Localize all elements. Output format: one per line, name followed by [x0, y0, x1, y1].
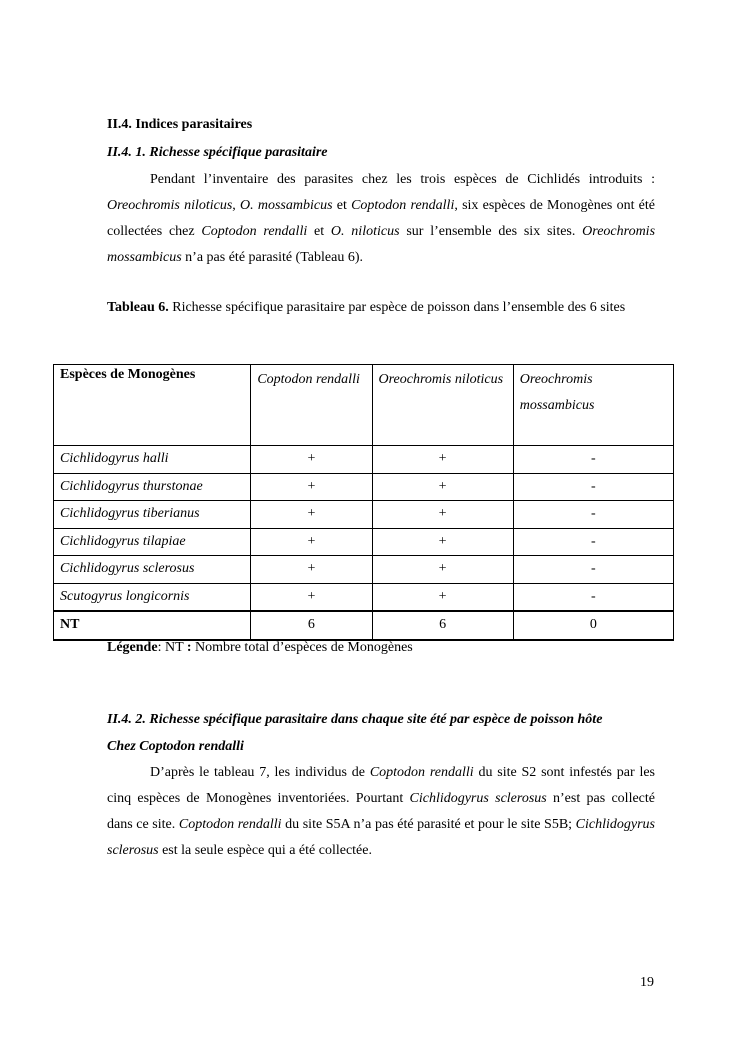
intro-text: , six espèces de Monogènes ont été collectées chez — [107, 198, 655, 239]
species-cell: Cichlidogyrus tilapiae — [54, 528, 251, 556]
species-name: Coptodon rendalli — [201, 224, 308, 239]
section2-heading: II.4. 2. Richesse spécifique parasitaire dans chaque site été par espèce de poisson hôte — [107, 712, 603, 727]
table-row — [54, 556, 674, 584]
intro-text: et — [307, 224, 331, 239]
intro-paragraph — [107, 167, 655, 271]
page-number: 19 — [640, 975, 654, 990]
para2-text: est la seule espèce qui a été collectée. — [158, 843, 372, 858]
total-cell: 0 — [513, 611, 673, 640]
table-row — [54, 528, 674, 556]
species-cell: Scutogyrus longicornis — [54, 583, 251, 611]
species-cell: Cichlidogyrus thurstonae — [54, 473, 251, 501]
presence-cell: - — [513, 528, 673, 556]
presence-cell: - — [513, 583, 673, 611]
para2-text: D’après le tableau 7, les individus de — [150, 765, 370, 780]
intro-text: , — [232, 198, 241, 213]
section2-subheading: Chez Coptodon rendalli — [107, 739, 244, 754]
table-row — [54, 501, 674, 529]
table-row — [54, 446, 674, 474]
results-paragraph — [107, 760, 655, 864]
table-row — [54, 583, 674, 611]
table-header: Oreochromis mossambicus — [513, 365, 673, 446]
presence-cell: - — [513, 473, 673, 501]
species-name: Oreochromis mossambicus — [107, 224, 656, 265]
table-header: Espèces de Monogènes — [54, 365, 251, 446]
presence-cell: - — [513, 556, 673, 584]
subsection-heading: II.4. 1. Richesse spécifique parasitaire — [107, 145, 328, 160]
presence-cell: + — [251, 528, 372, 556]
presence-cell: + — [372, 473, 513, 501]
table-legend — [107, 640, 413, 656]
presence-cell: + — [251, 473, 372, 501]
presence-cell: + — [251, 501, 372, 529]
para2-text: du site S5A n’a pas été parasité et pour le site S5B; — [281, 817, 576, 832]
species-name: O. mossambicus — [240, 198, 333, 213]
table-header-row — [54, 365, 674, 446]
total-cell: 6 — [372, 611, 513, 640]
legend-colon: : — [186, 640, 192, 655]
table-row — [54, 473, 674, 501]
legend-label: Légende — [107, 640, 158, 655]
presence-cell: + — [372, 501, 513, 529]
species-name: Coptodon rendalli — [369, 765, 474, 780]
species-name: Coptodon rendalli — [351, 198, 455, 213]
legend-sep: : NT — [157, 640, 187, 655]
total-cell: 6 — [251, 611, 372, 640]
species-cell: Cichlidogyrus sclerosus — [54, 556, 251, 584]
para2-text: n’est pas collecté dans ce site. — [107, 791, 655, 832]
table-total-row — [54, 611, 674, 640]
intro-text: et — [332, 198, 352, 213]
table-header: Coptodon rendalli — [251, 365, 372, 446]
presence-cell: + — [372, 446, 513, 474]
intro-text: sur l’ensemble des six sites. — [399, 224, 576, 239]
species-name: Cichlidogyrus sclerosus — [107, 817, 656, 858]
table-caption-label: Tableau 6. — [107, 300, 169, 315]
table-caption — [107, 295, 655, 321]
intro-text: Pendant l’inventaire des parasites chez les trois espèces de Cichlidés introduits : — [150, 172, 655, 187]
table-caption-text: Richesse spécifique parasitaire par espèce de poisson dans l’ensemble des 6 sites — [168, 300, 626, 315]
presence-cell: + — [251, 583, 372, 611]
para2-text: du site S2 sont infestés par les cinq espèces de Monogènes inventoriées. Pourtant — [107, 765, 656, 806]
presence-cell: - — [513, 501, 673, 529]
presence-cell: + — [372, 528, 513, 556]
presence-cell: - — [513, 446, 673, 474]
species-name: Coptodon rendalli — [178, 817, 282, 832]
species-cell: Cichlidogyrus halli — [54, 446, 251, 474]
intro-text: n’a pas été parasité (Tableau 6). — [181, 250, 363, 265]
presence-cell: + — [251, 556, 372, 584]
section-heading: II.4. Indices parasitaires — [107, 117, 253, 132]
species-name: Cichlidogyrus sclerosus — [409, 791, 547, 806]
total-label-cell: NT — [54, 611, 251, 640]
species-name: Oreochromis niloticus — [107, 198, 233, 213]
legend-text: Nombre total d’espèces de Monogènes — [191, 640, 413, 655]
species-table — [53, 364, 674, 641]
species-cell: Cichlidogyrus tiberianus — [54, 501, 251, 529]
species-name: O. niloticus — [330, 224, 400, 239]
presence-cell: + — [372, 583, 513, 611]
presence-cell: + — [251, 446, 372, 474]
presence-cell: + — [372, 556, 513, 584]
table-header: Oreochromis niloticus — [372, 365, 513, 446]
